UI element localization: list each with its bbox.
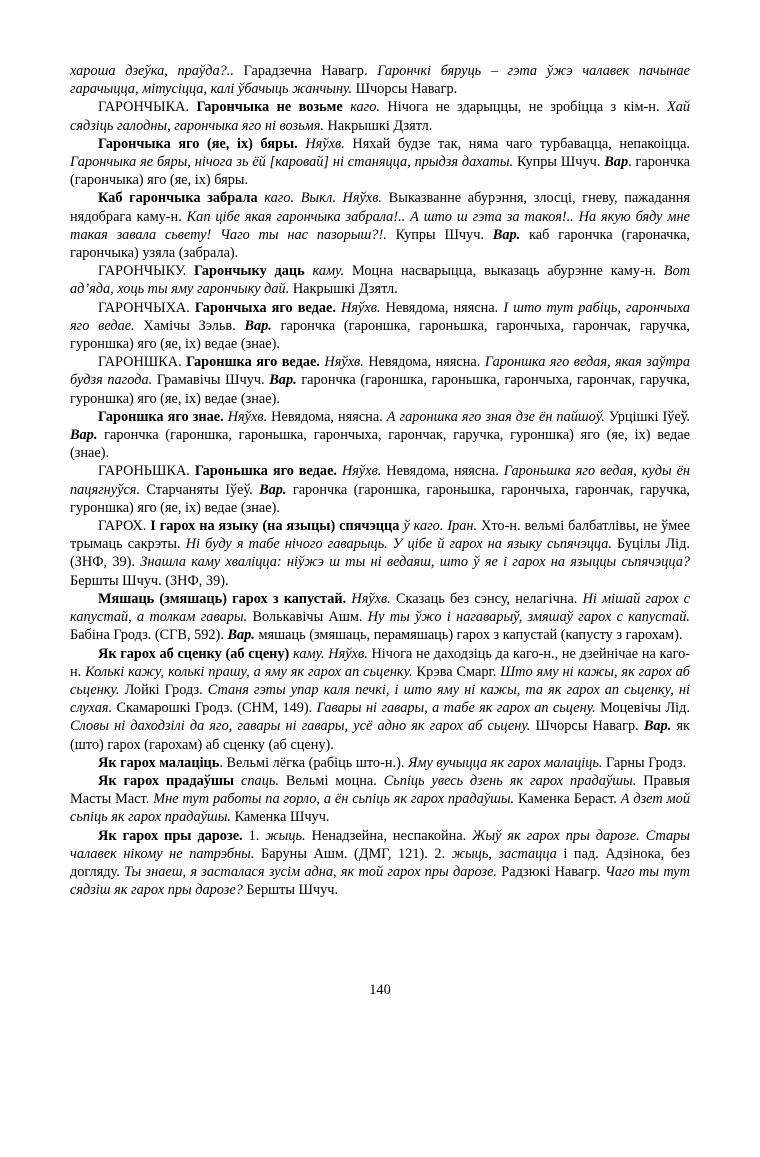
entry-text-run: хароша дзеўка, праўда?.. <box>70 63 244 79</box>
dictionary-entry <box>70 408 690 463</box>
entry-text-run: Гарончыка яго (яе, іх) бяры. <box>98 135 306 152</box>
entry-text-run: А гароншка яго зная дзе ён пайшоў. <box>386 408 609 425</box>
entry-text-run: Няўхв. <box>351 590 396 607</box>
entry-text-run: гарончка (гароншка, гароньшка, гарончыха, гарончак, гаручка, гуроншка) яго (яе, іх) ведае (знае). <box>70 317 690 353</box>
entry-text-run: Каменка Шчуч. <box>234 809 330 826</box>
entry-text-run: . Вельмі лёгка (рабіць што-н.). <box>219 754 408 771</box>
entry-text-run: гарончка (гароншка, гароньшка, гарончыха, гарончак, гаручка, гуроншка) яго (яе, іх) ведае (знае). <box>70 372 690 407</box>
entry-text-run: Хто-н. вельмі балбатлівы, не ўмее трымаць сакрэты. <box>70 518 690 553</box>
entry-text-run: Знашла каму хваліцца: ніўжэ ш ты ні ведаяш, што ў яе і гарох на языццы сьпячэцца? <box>140 554 690 571</box>
entry-text-run: Хамічы Зэльв. <box>143 317 245 334</box>
entry-text-run: Гарончыха яго ведае. <box>194 299 342 316</box>
entry-text-run: Ну ты ўжо і нагаварыў, змяшаў гарох с капустай. <box>367 609 690 626</box>
dictionary-entry <box>70 462 690 517</box>
dictionary-entry <box>70 262 690 298</box>
page-number: 140 <box>369 982 391 998</box>
entry-text-run: Вар <box>604 154 629 171</box>
entry-text-run: Мне тут работы па горло, а ён сьпіць як гарох прадаўшы. <box>153 791 519 808</box>
entry-text-run: Як гарох пры дарозе. <box>98 827 249 844</box>
entry-text-run: Вот ад’яда, хоць ты яму гарончыку дай. <box>70 263 690 298</box>
entry-text-run: Накрышкі Дзятл. <box>327 117 433 134</box>
dictionary-entry <box>70 754 690 772</box>
entry-text-run: Шчорсы Навагр. <box>355 81 458 98</box>
entry-text-run: Гарончкі бяруць – гэта ўжэ чалавек пачынае гарачыцца, мітусіцца, калі ўбачыць жанчыну. <box>70 63 690 98</box>
entry-text-run: каму. <box>312 263 352 280</box>
dictionary-entry <box>70 517 690 590</box>
entry-text-run: Невядома, няясна. <box>385 299 504 316</box>
entry-text-run: Лойкі Гродз. <box>124 681 208 698</box>
entry-text-run: Сьпіць увесь дзень як гарох прадаўшы. <box>383 772 644 789</box>
entry-text-run: Ні мішай гарох с капустай, а толкам гавары. <box>70 590 690 626</box>
entry-text-run: мяшаць (змяшаць, перамяшаць) гарох з капустай (капусту з гарохам). <box>254 627 683 644</box>
entry-text-run: Скамарошкі Гродз. (СНМ, 149). <box>116 700 317 717</box>
entry-text-run: Гарончыка не возьме <box>196 99 351 116</box>
dictionary-entry <box>70 135 690 190</box>
entry-text-run: спаць. <box>241 772 286 789</box>
entry-text-run: Радзюкі Навагр. <box>501 863 606 880</box>
entry-text-run: Што яму ні кажы, як гарох аб сьценку. <box>70 663 690 698</box>
entry-text-run: А дзет мой сьпіць як гарох прадаўшы. <box>70 791 690 826</box>
entry-text-run: каму. Няўхв. <box>293 645 372 662</box>
entry-text-run: Крэва Смарг. <box>416 663 501 680</box>
page-text-body <box>70 62 690 899</box>
entry-text-run: ГАРОНЧЫКА. <box>98 99 197 116</box>
entry-text-run: Урцішкі Іўеў. <box>608 408 690 425</box>
entry-text-run: Невядома, няясна. <box>368 354 485 371</box>
entry-text-run: Вар. <box>244 317 272 334</box>
entry-text-run: Каменка Бераст. <box>518 791 621 808</box>
entry-text-run: Колькі кажу, колькі прашу, а яму як гарох ап сьценку. <box>85 663 417 680</box>
entry-text-run: Няўхв. <box>341 463 387 480</box>
entry-text-run: Выказванне абурэння, злосці, гневу, пажадання нядобрага каму-н. <box>70 190 690 225</box>
entry-text-run: Бершты Шчуч. (ЗНФ, 39). <box>70 572 229 589</box>
entry-text-run: жыць, застацца <box>451 845 564 862</box>
entry-text-run: Няўхв. <box>341 299 386 316</box>
entry-text-run: Гарадзечна Навагр. <box>243 63 378 79</box>
entry-text-run: Кап цібе якая гарончыка забрала!.. А што ш гэта за такоя!.. На якую бяду мне такая завала сьвету! Чаго ты нас пазорыш?!. <box>70 208 690 243</box>
entry-text-run: Няхай будзе так, няма чаго турбавацца, непакоіцца. <box>352 135 690 152</box>
entry-text-run: Купры Шчуч. <box>395 226 493 243</box>
entry-text-run: Ненадзейна, неспакойна. <box>311 827 473 844</box>
entry-text-run: Буцілы Лід. (ЗНФ, 39). <box>70 536 690 571</box>
entry-text-run: гарончка (гароншка, гароньшка, гарончыха, гарончак, гаручка, гуроншка) яго (яе, іх) ведае (знае). <box>70 481 690 516</box>
entry-text-run: Грамавічы Шчуч. <box>156 372 270 389</box>
entry-text-run: ГАРОХ. <box>98 518 151 535</box>
entry-text-run: Станя гэты упар каля печкі, і што яму ні кажы, та як гарох ап сьценку, ні слухая. <box>70 681 690 717</box>
entry-text-run: Волькавічы Ашм. <box>252 609 368 626</box>
entry-text-run: Старчаняты Іўеў. <box>146 481 260 498</box>
entry-text-run: Моцна насварыцца, выказаць абурэнне каму-н. <box>351 263 664 280</box>
entry-text-run: каго. <box>350 99 388 116</box>
entry-text-run: Жыў як гарох пры дарозе. Стары чалавек нікому не патрэбны. <box>70 827 690 862</box>
entry-text-run: каб гарончка (гароначка, гарончыка) узяла (забрала). <box>70 226 690 262</box>
entry-text-run: Словы ні даходзілі да яго, гавары ні гавары, усё адно як гарох аб сьцену. <box>70 718 536 735</box>
entry-text-run: Моцевічы Лід. <box>600 700 690 717</box>
dictionary-entry <box>70 645 690 754</box>
entry-text-run: І што тут рабіць, гарончыха яго ведае. <box>70 299 690 334</box>
dictionary-entry <box>70 62 690 98</box>
entry-text-run: Невядома, няясна. <box>271 408 387 425</box>
entry-text-run: Вар. <box>227 627 255 644</box>
entry-text-run: Бабіна Гродз. (СГВ, 592). <box>70 627 228 644</box>
entry-text-run: Няўхв. <box>324 354 369 371</box>
dictionary-entry <box>70 299 690 354</box>
entry-text-run: Гароншка яго ведае. <box>186 354 325 371</box>
entry-text-run: Нічога не даходзіць да каго-н., не дзейнічае на каго-н. <box>70 645 690 680</box>
entry-text-run: Шчорсы Навагр. <box>535 718 644 735</box>
entry-text-run: як (што) гарох (гарохам) аб сценку (аб сцену). <box>70 718 690 753</box>
entry-text-run: Гарны Гродз. <box>606 754 687 771</box>
entry-text-run: жыць. <box>265 827 312 844</box>
entry-text-run: Вар. <box>492 226 521 243</box>
entry-text-run: Як гарох малаціць <box>98 754 220 771</box>
entry-text-run: ў каго. Іран. <box>403 518 482 535</box>
entry-text-run: Купры Шчуч. <box>517 154 605 171</box>
entry-text-run: Ні буду я табе нічого гаварыць. У цібе й гарох на языку сьпячэцца. <box>185 536 618 553</box>
entry-text-run: Баруны Ашм. (ДМГ, 121). 2. <box>261 845 452 862</box>
entry-text-run: Правыя Масты Маст. <box>70 772 690 808</box>
entry-text-run: Гароншка яго знае. <box>98 408 228 425</box>
entry-text-run: Няўхв. <box>227 408 272 425</box>
dictionary-entry <box>70 98 690 134</box>
dictionary-entry <box>70 827 690 900</box>
entry-text-run: ГАРОНЬШКА. <box>98 463 195 480</box>
entry-text-run: Гароньшка яго ведая, куды ён пацягнуўся. <box>70 463 691 498</box>
entry-text-run: ГАРОНЧЫКУ. <box>98 263 194 280</box>
entry-text-run: Нічога не здарыццы, не зробіцца з кім-н. <box>387 99 667 116</box>
entry-text-run: каго. Выкл. Няўхв. <box>264 190 389 207</box>
dictionary-entry <box>70 189 690 262</box>
dictionary-entry <box>70 590 690 645</box>
entry-text-run: Гароньшка яго ведае. <box>194 463 342 480</box>
entry-text-run: Хай сядзіць галодны, гарончыка яго ні возьмя. <box>70 99 691 134</box>
entry-text-run: Вар. <box>70 427 98 444</box>
entry-text-run: Вар. <box>643 718 672 735</box>
entry-text-run: Гарончыка яе бяры, нічога зь ёй [каровай] ні станяцца, прыдзя дахаты. <box>70 154 517 171</box>
entry-text-run: Невядома, няясна. <box>386 463 504 480</box>
dictionary-entry <box>70 772 690 827</box>
entry-text-run: ГАРОНШКА. <box>98 354 187 371</box>
entry-text-run: Ты знаеш, я засталася зусім адна, як той гарох пры дарозе. <box>124 863 502 880</box>
entry-text-run: Як гарох прадаўшы <box>98 772 242 789</box>
entry-text-run: Вар. <box>259 481 287 498</box>
entry-text-run: і пад. Адзінока, без догляду. <box>70 845 690 880</box>
entry-text-run: Вар. <box>269 372 297 389</box>
entry-text-run: Гароншка яго ведая, якая заўтра будзя пагода. <box>70 354 690 389</box>
entry-text-run: гарончка (гароншка, гароньшка, гарончыха, гарончак, гаручка, гуроншка) яго (яе, іх) ведае (знае). <box>70 427 690 462</box>
entry-text-run: Гавары ні гавары, а табе як гарох ап сьцену. <box>316 700 601 717</box>
entry-text-run: Няўхв. <box>305 135 353 152</box>
entry-text-run: Чаго ты тут сядзіш як гарох пры дарозе? <box>70 863 690 899</box>
dictionary-entry <box>70 353 690 408</box>
entry-text-run: Яму вучыцца як гарох малаціць. <box>407 754 606 771</box>
entry-text-run: Бершты Шчуч. <box>246 882 339 899</box>
entry-text-run: ГАРОНЧЫХА. <box>98 299 195 316</box>
entry-text-run: 1. <box>248 827 266 844</box>
entry-text-run: Як гарох аб сценку (аб сцену) <box>98 645 293 662</box>
entry-text-run: Накрышкі Дзятл. <box>292 281 398 298</box>
entry-text-run: Мяшаць (змяшаць) гарох з капустай. <box>98 590 352 607</box>
entry-text-run: Сказаць без сэнсу, нелагічна. <box>396 590 583 607</box>
entry-text-run: Вельмі моцна. <box>285 772 384 789</box>
entry-text-run: . гарончка (гарончыка) яго (яе, іх) бяры. <box>70 154 690 189</box>
entry-text-run: Каб гарончыка забрала <box>98 190 265 207</box>
entry-text-run: І гарох на языку (на языцы) спячэцца <box>150 518 404 535</box>
entry-text-run: Гарончыку даць <box>194 263 313 280</box>
